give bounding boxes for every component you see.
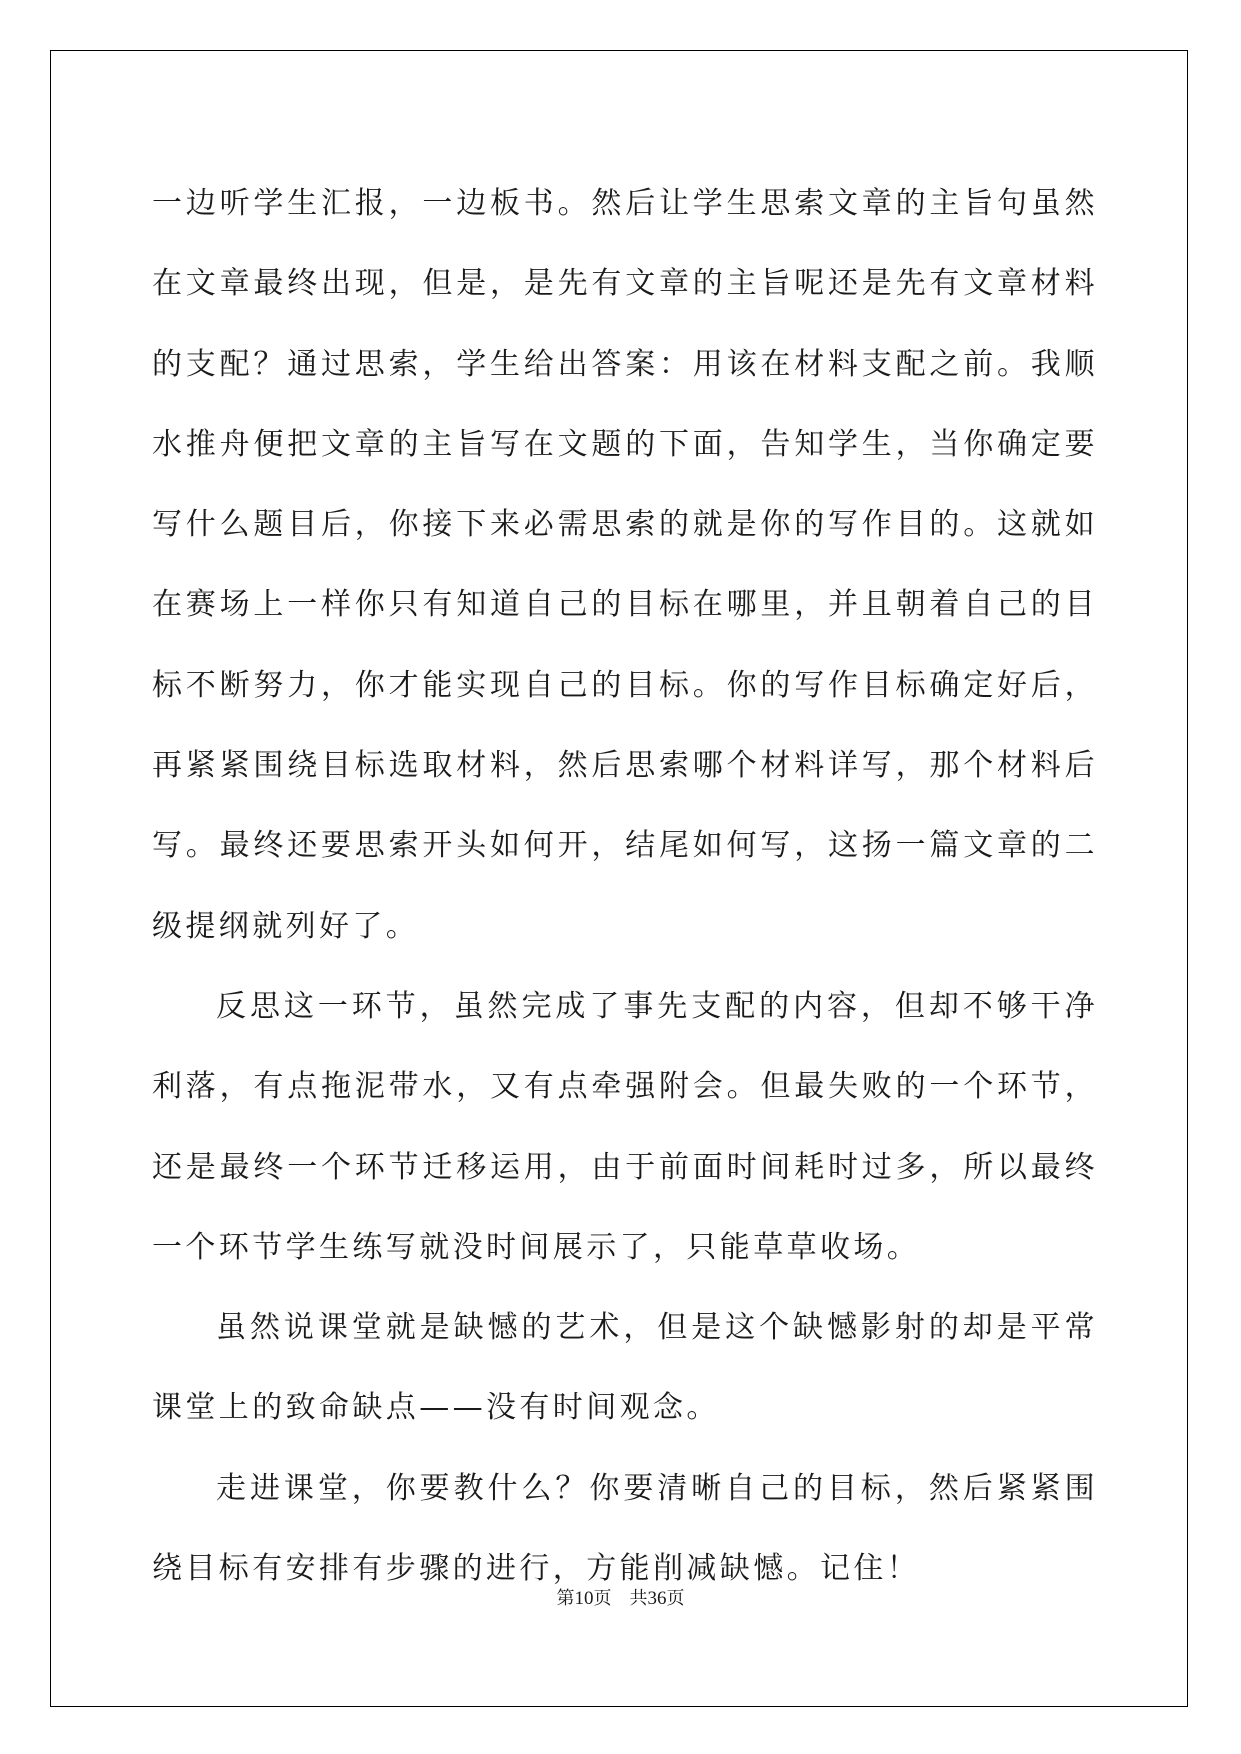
total-pages: 36 <box>647 1588 667 1609</box>
page-number: 10 <box>574 1588 594 1609</box>
page-label-prefix: 第 <box>556 1588 575 1608</box>
page-label-suffix: 页 <box>593 1588 612 1608</box>
total-label-prefix: 共 <box>629 1588 648 1608</box>
paragraph-4: 走进课堂，你要教什么？你要清晰自己的目标，然后紧紧围绕目标有安排有步骤的进行，方能削减缺憾。记住！ <box>152 1470 1098 1587</box>
paragraph-3: 虽然说课堂就是缺憾的艺术，但是这个缺憾影射的却是平常课堂上的致命缺点——没有时间观念。 <box>152 1310 1098 1426</box>
total-label-suffix: 页 <box>666 1588 685 1608</box>
page-footer <box>0 1586 1241 1611</box>
document-body <box>152 164 1098 1609</box>
paragraph-2: 反思这一环节，虽然完成了事先支配的内容，但却不够干净利落，有点拖泥带水，又有点牵强附会。但最失败的一个环节，还是最终一个环节迁移运用，由于前面时间耗时过多，所以最终一个环节学生练写就没时间展示了，只能草草收场。 <box>152 988 1098 1265</box>
paragraph-1: 一边听学生汇报，一边板书。然后让学生思索文章的主旨句虽然在文章最终出现，但是，是先有文章的主旨呢还是先有文章材料的支配？通过思索，学生给出答案：用该在材料支配之前。我顺水推舟便把文章的主旨写在文题的下面，告知学生，当你确定要写什么题目后，你接下来必需思索的就是你的写作目的。这就如在赛场上一样你只有知道自己的目标在哪里，并且朝着自己的目标不断努力，你才能实现自己的目标。你的写作目标确定好后，再紧紧围绕目标选取材料，然后思索哪个材料详写，那个材料后写。最终还要思索开头如何开，结尾如何写，这扬一篇文章的二级提纲就列好了。 <box>152 186 1098 944</box>
